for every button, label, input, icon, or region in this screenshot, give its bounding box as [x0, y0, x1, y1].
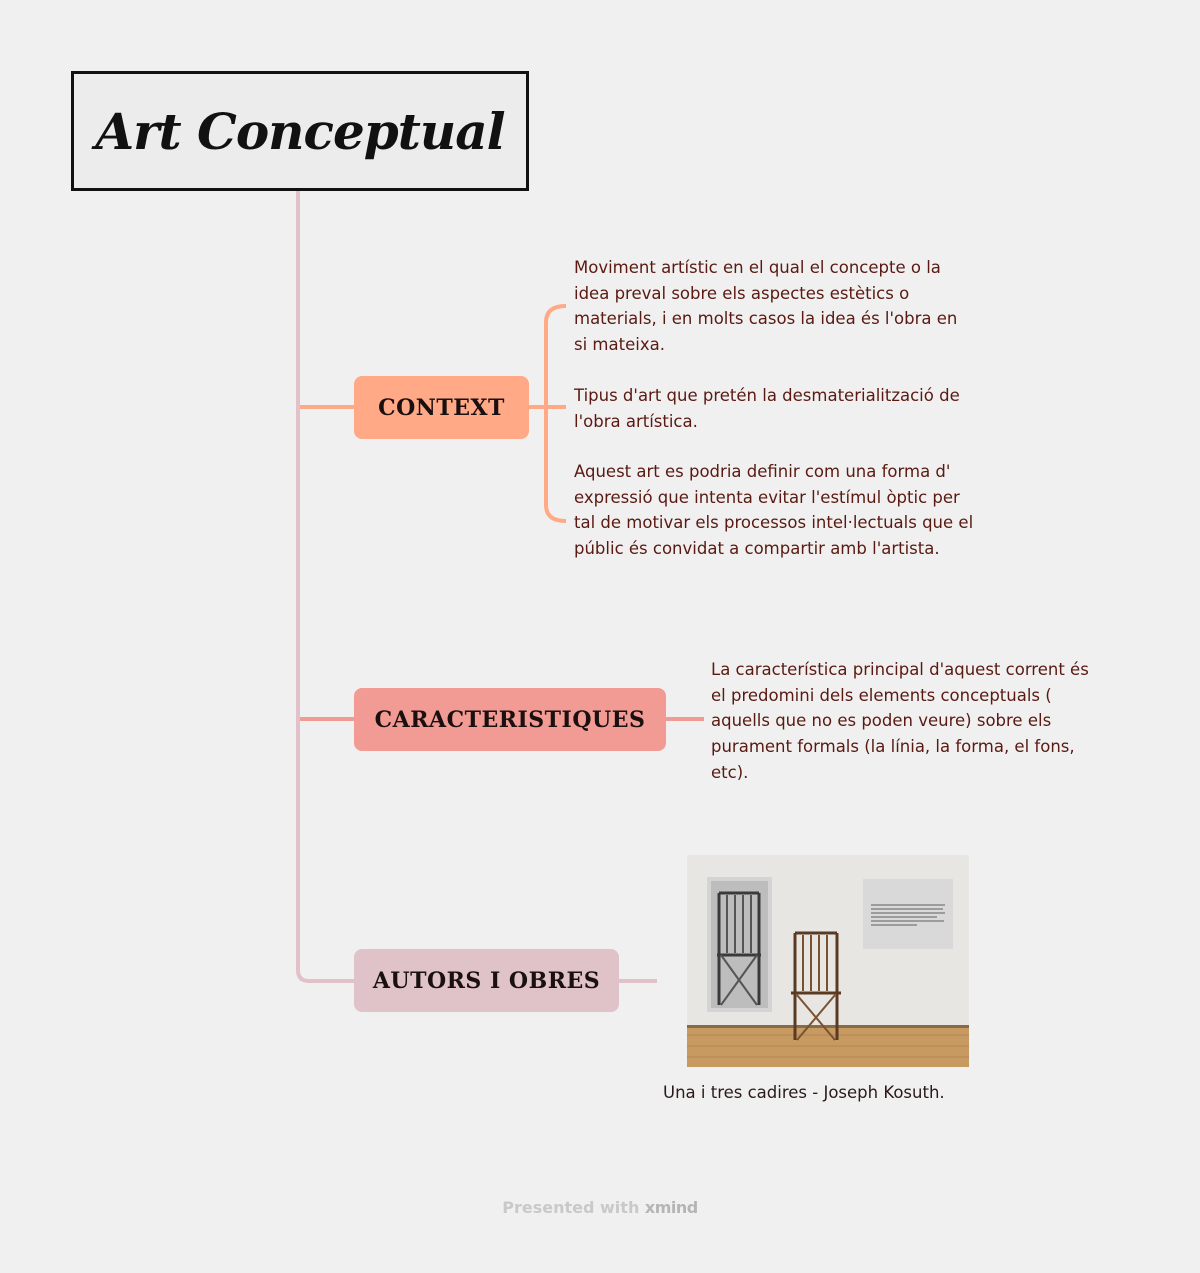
- footer-credit[interactable]: [0, 1198, 1200, 1217]
- topic-context[interactable]: [354, 376, 529, 439]
- context-note-1: Moviment artístic en el qual el concepte o la idea preval sobre els aspectes estètics o materials, i en molts casos la idea és l'obra en si mateixa.: [574, 258, 958, 355]
- trunk-line: [298, 188, 354, 981]
- caracteristiques-note: La característica principal d'aquest corrent és el predomini dels elements conceptuals ( aquells que no es poden veure) sobre els purament formals (la línia, la forma, el fons, etc).: [711, 660, 1089, 782]
- topic-autors-label: AUTORS I OBRES: [372, 967, 601, 994]
- artwork-caption: Una i tres cadires - Joseph Kosuth.: [663, 1083, 945, 1102]
- footer-prefix: Presented with: [502, 1198, 640, 1217]
- topic-context-label: CONTEXT: [378, 394, 505, 421]
- artwork-image: [687, 855, 969, 1067]
- topic-autors-i-obres[interactable]: [354, 949, 619, 1012]
- footer-brand: xmind: [644, 1198, 698, 1217]
- topic-caracteristiques[interactable]: [354, 688, 666, 751]
- context-note-bracket: [546, 306, 566, 521]
- context-note-3: Aquest art es podria definir com una forma d' expressió que intenta evitar l'estímul òptic per tal de motivar els processos intel·lectuals que el públic és convidat a compartir amb l'artista.: [574, 462, 974, 559]
- root-title: Art Conceptual: [95, 101, 505, 161]
- root-topic[interactable]: [71, 71, 529, 191]
- topic-caracteristiques-label: CARACTERISTIQUES: [374, 706, 646, 733]
- context-note-2: Tipus d'art que pretén la desmaterialització de l'obra artística.: [574, 386, 960, 431]
